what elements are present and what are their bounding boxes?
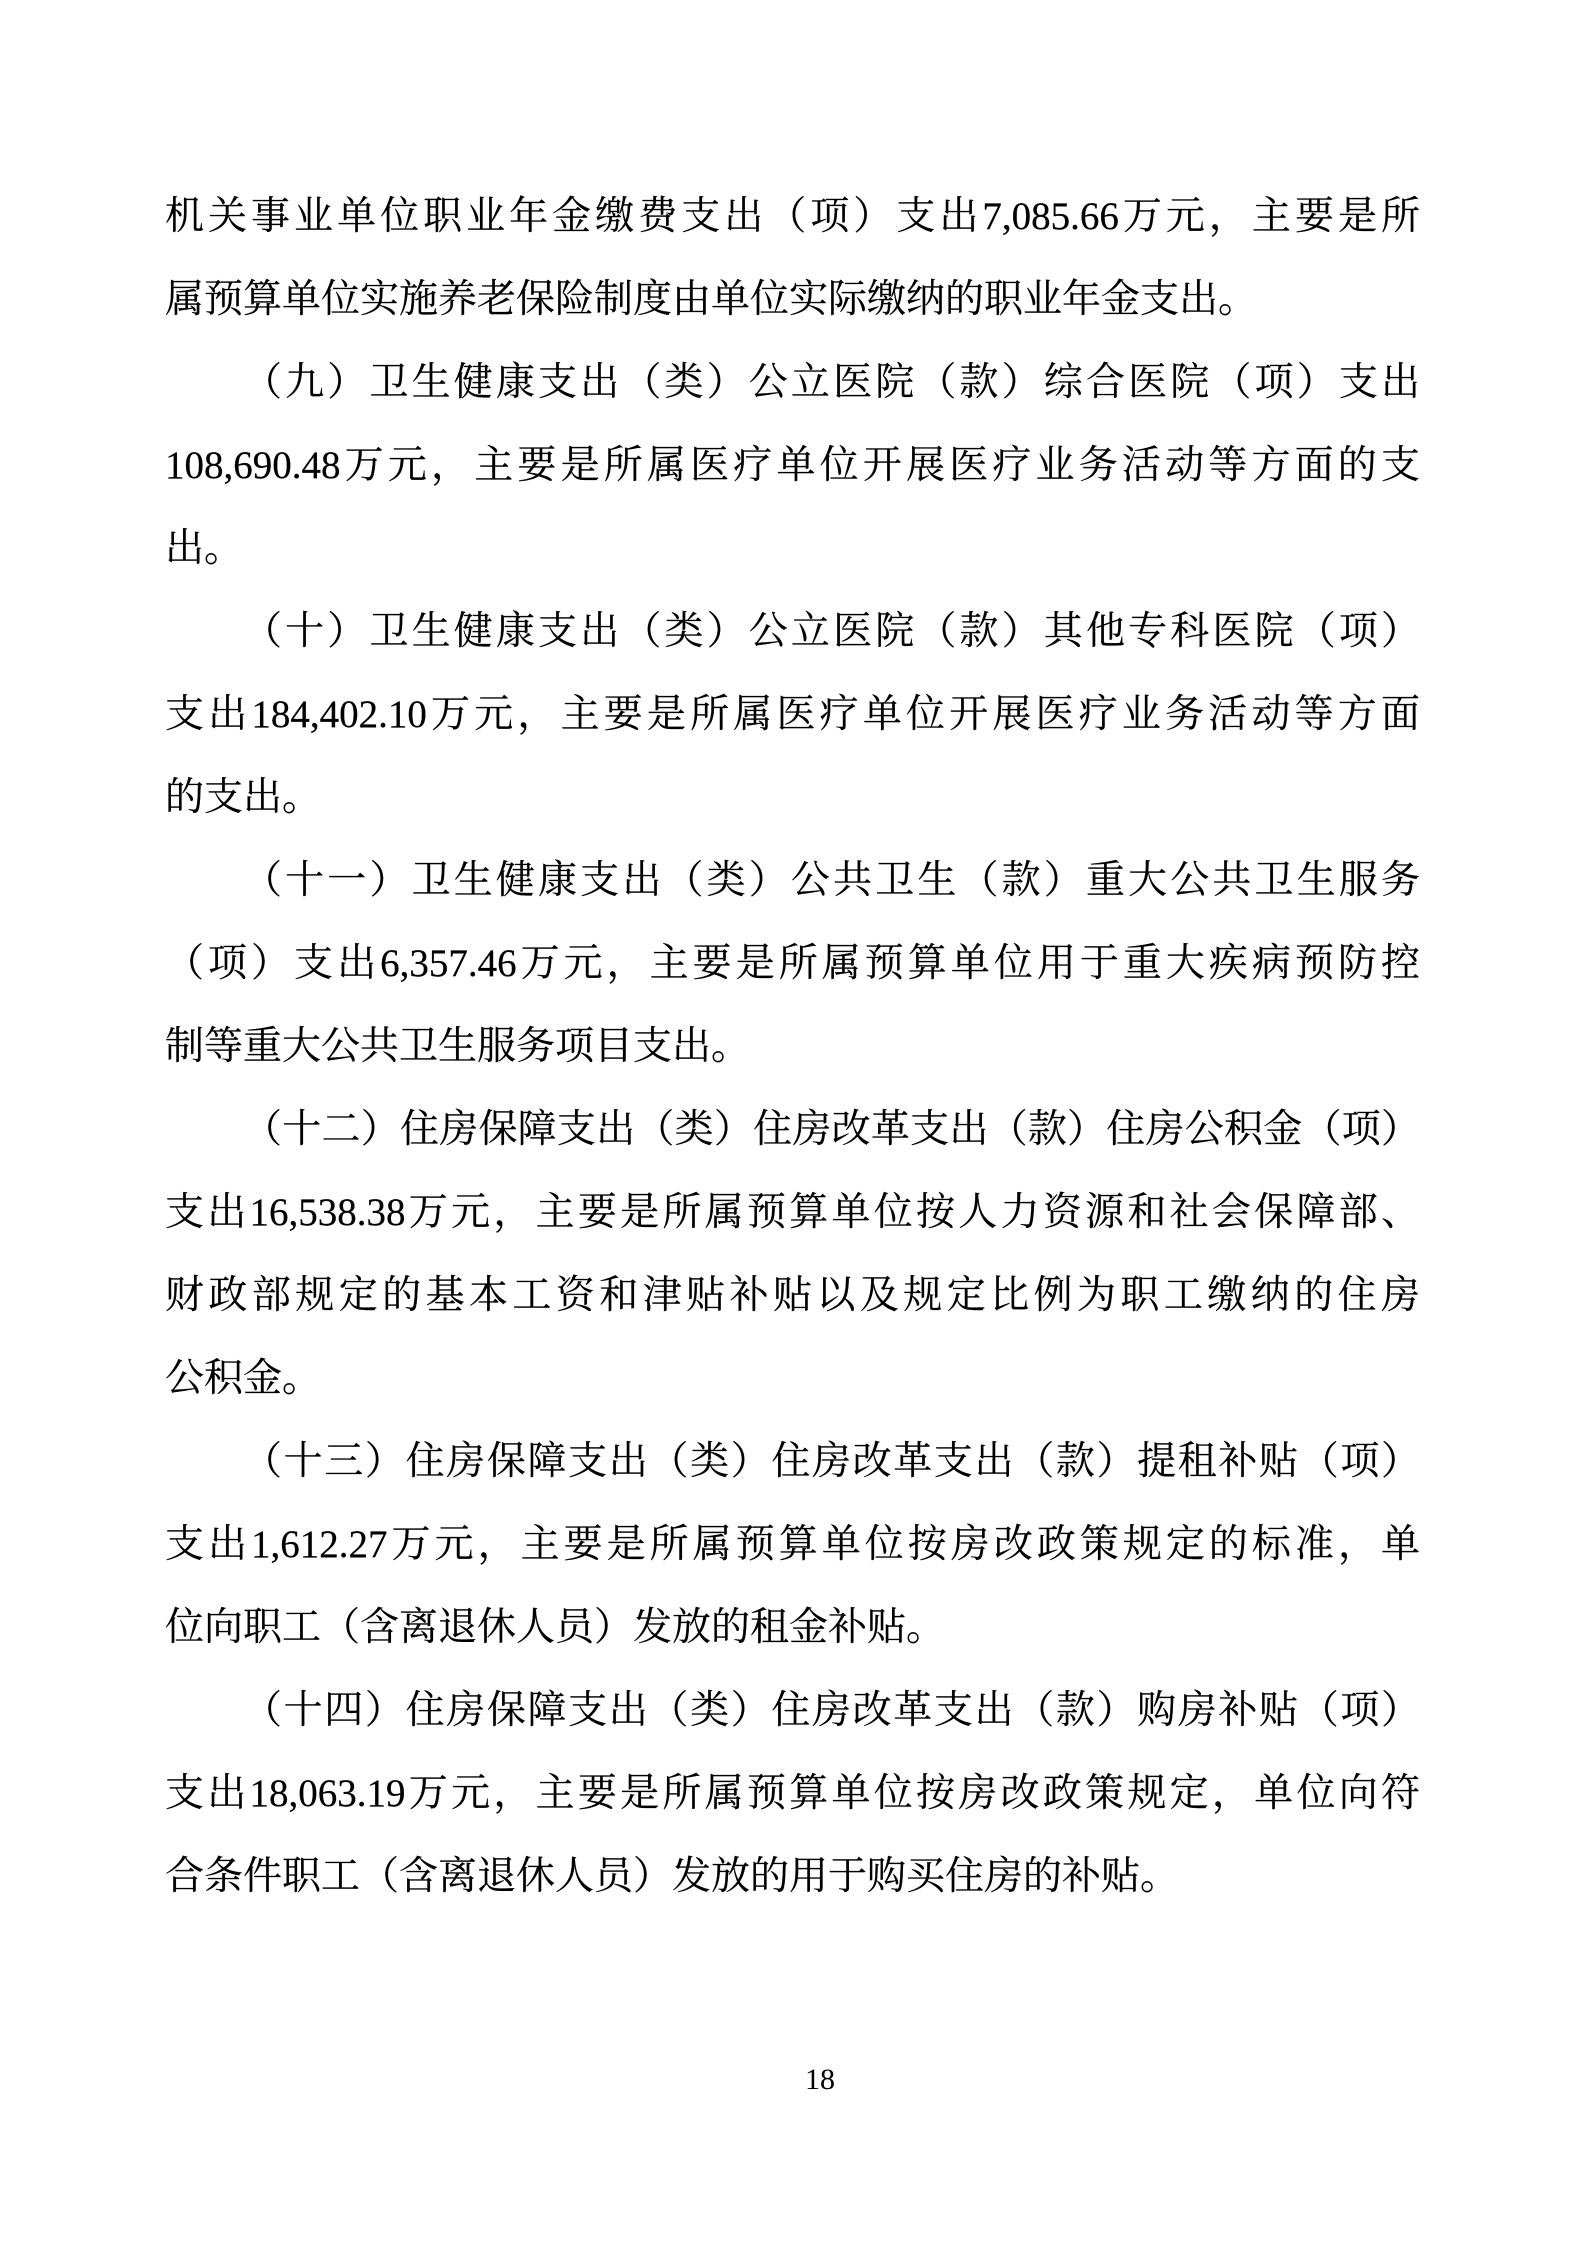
text-line: 机关事业单位职业年金缴费支出（项）支出7,085.66万元，主要是所 [165,195,1420,238]
text-line: 属预算单位实施养老保险制度由单位实际缴纳的职业年金支出。 [165,278,1258,321]
text-line: 合条件职工（含离退休人员）发放的用于购买住房的补贴。 [165,1855,1180,1898]
text-line: （十四）住房保障支出（类）住房改革支出（款）购房补贴（项） [243,1689,1420,1732]
text-line: （十二）住房保障支出（类）住房改革支出（款）住房公积金（项） [243,1108,1420,1151]
text-line: 的支出。 [165,776,322,819]
paragraph-occupational-annuity [165,175,1420,341]
text-line: 108,690.48万元，主要是所属医疗单位开展医疗业务活动等方面的支 [165,444,1420,487]
paragraph-item-13 [165,1420,1420,1669]
text-line: （项）支出6,357.46万元，主要是所属预算单位用于重大疾病预防控 [165,942,1420,985]
text-line: 财政部规定的基本工资和津贴补贴以及规定比例为职工缴纳的住房 [165,1274,1420,1317]
text-line: 位向职工（含离退休人员）发放的租金补贴。 [165,1606,946,1649]
text-line: 支出18,063.19万元，主要是所属预算单位按房改政策规定，单位向符 [165,1772,1420,1815]
text-line: （十一）卫生健康支出（类）公共卫生（款）重大公共卫生服务 [243,859,1420,902]
text-line: 支出16,538.38万元，主要是所属预算单位按人力资源和社会保障部、 [165,1191,1420,1234]
text-line: 出。 [165,527,244,570]
text-line: （十三）住房保障支出（类）住房改革支出（款）提租补贴（项） [243,1440,1420,1483]
text-line: （十）卫生健康支出（类）公立医院（款）其他专科医院（项） [243,610,1420,653]
paragraph-item-14 [165,1669,1420,1918]
page-number: 18 [805,2063,835,2096]
paragraph-item-11 [165,839,1420,1088]
text-line: 制等重大公共卫生服务项目支出。 [165,1025,751,1068]
text-line: 支出1,612.27万元，主要是所属预算单位按房改政策规定的标准，单 [165,1523,1420,1566]
text-line: 支出184,402.10万元，主要是所属医疗单位开展医疗业务活动等方面 [165,693,1420,736]
text-line: （九）卫生健康支出（类）公立医院（款）综合医院（项）支出 [243,361,1420,404]
paragraph-item-9 [165,341,1420,590]
text-line: 公积金。 [165,1357,322,1400]
document-body [165,175,1420,1918]
paragraph-item-12 [165,1088,1420,1420]
paragraph-item-10 [165,590,1420,839]
